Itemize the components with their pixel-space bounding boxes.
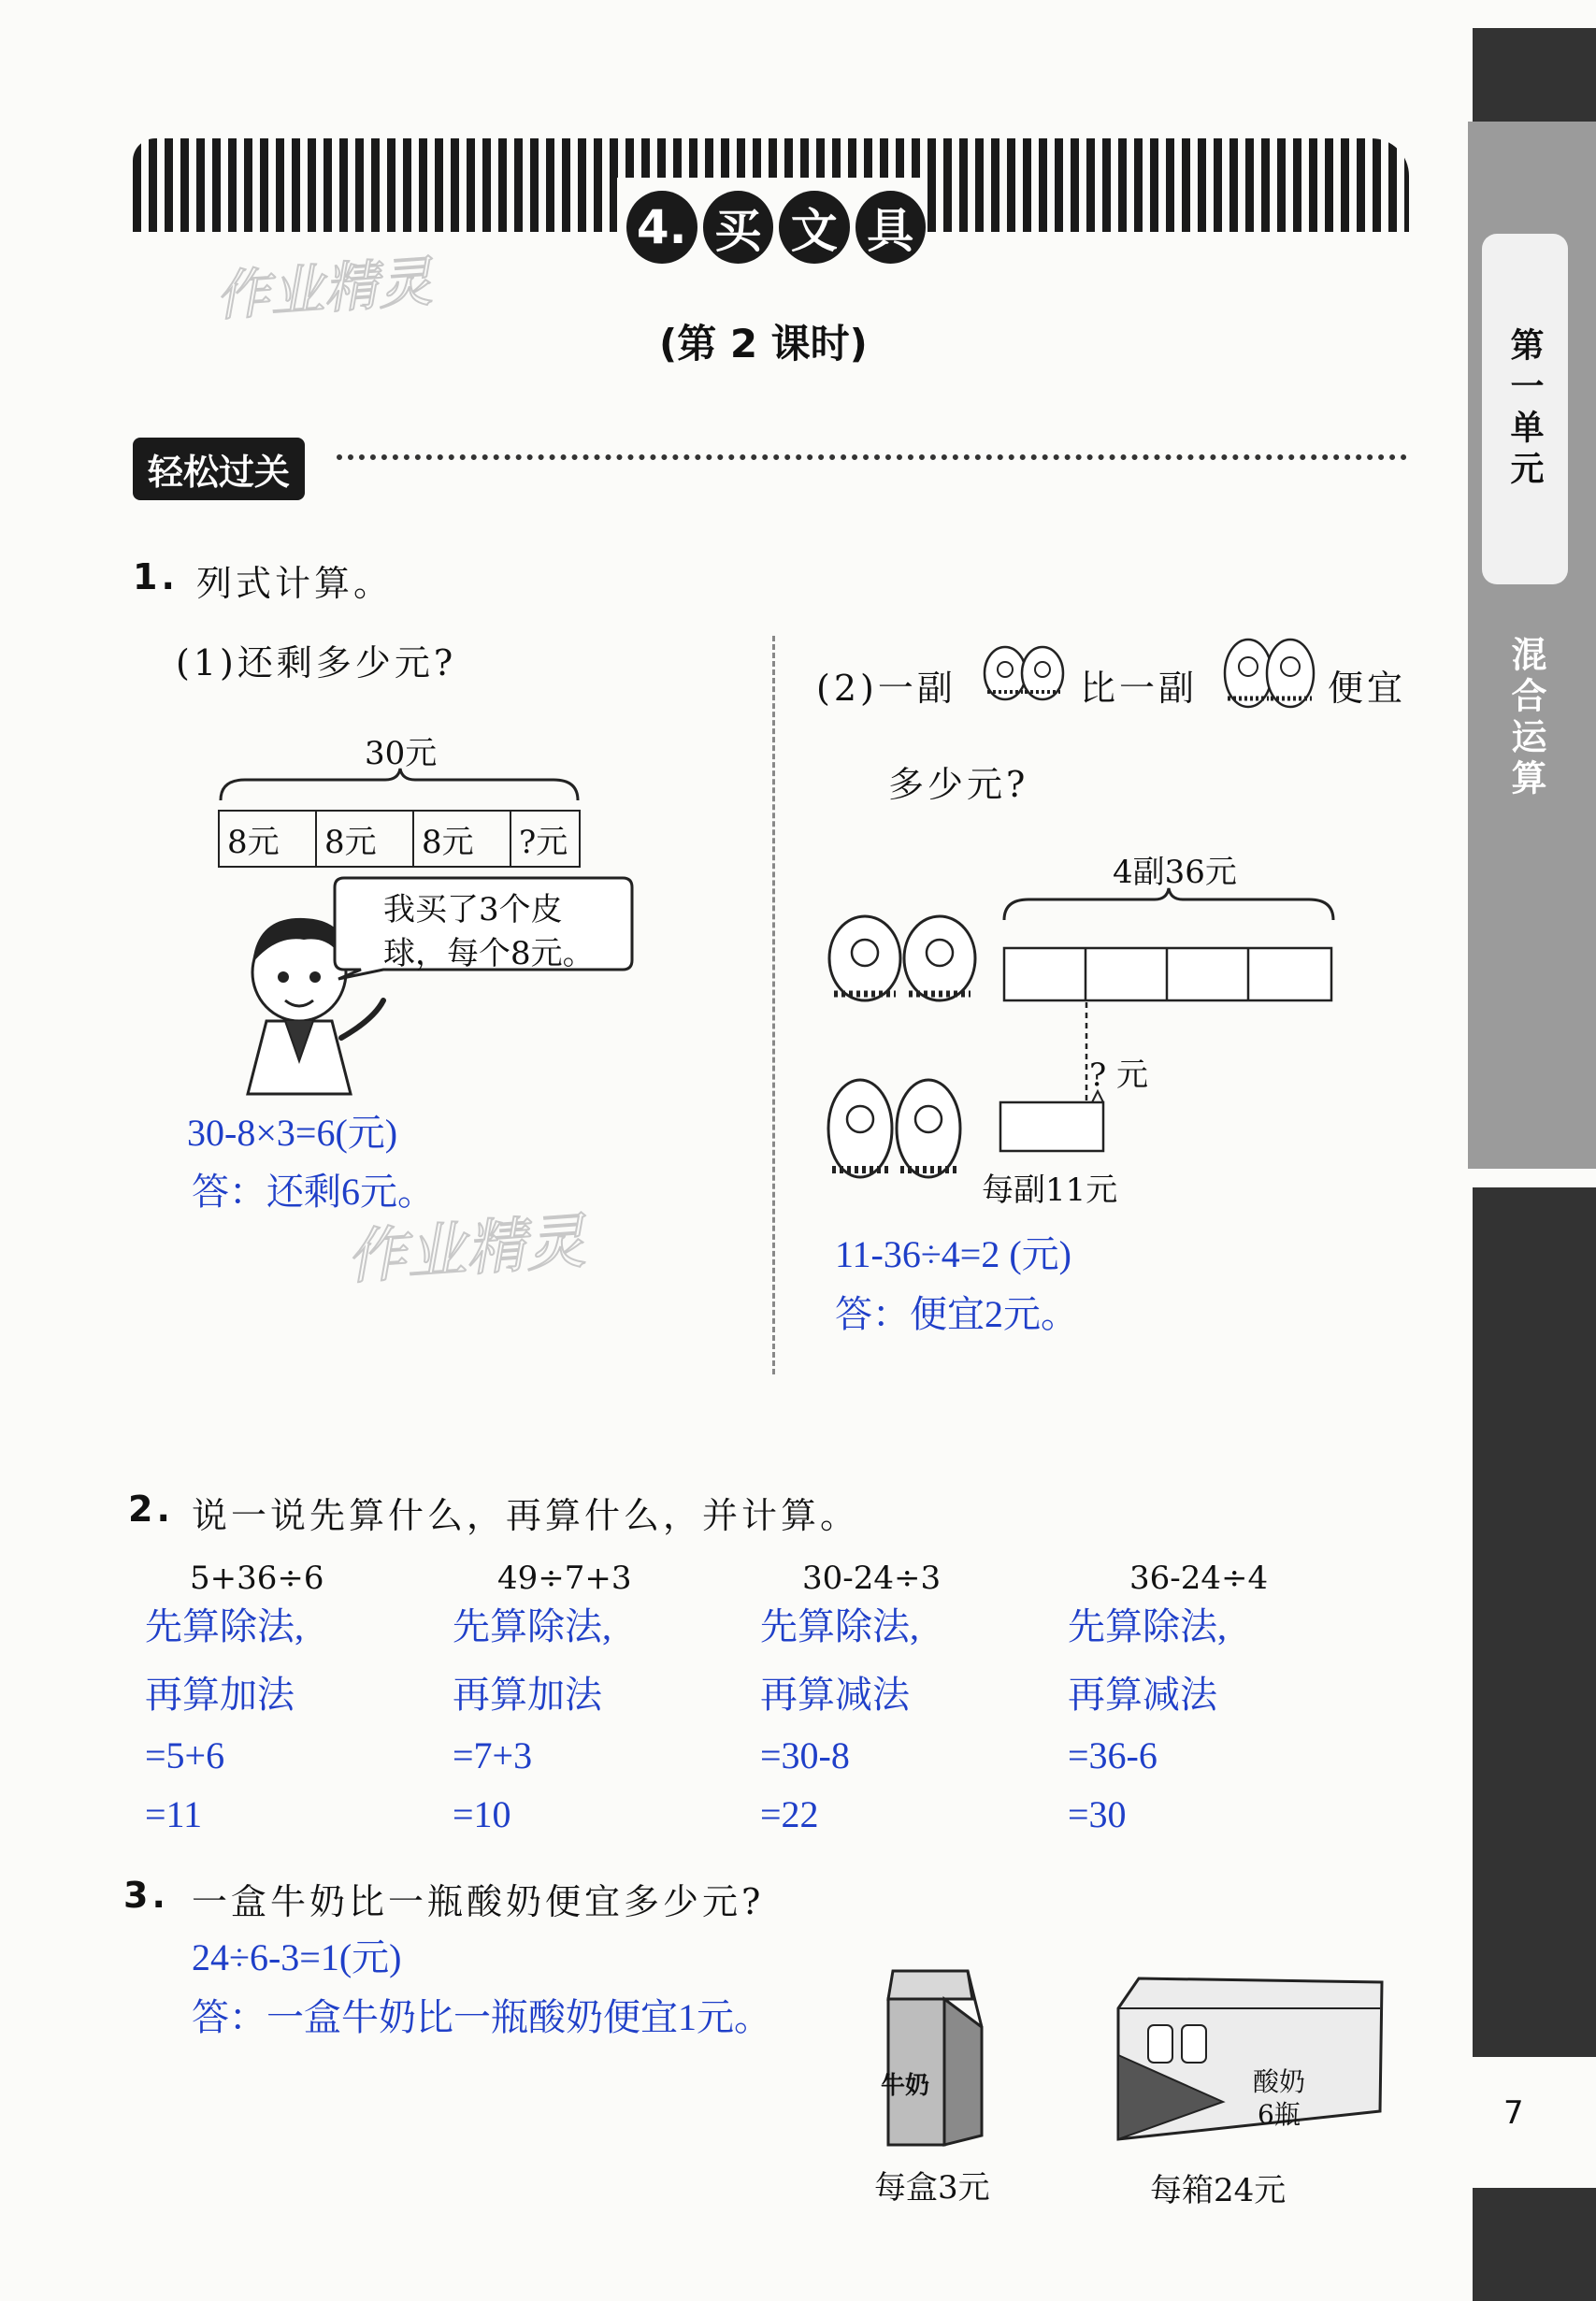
side-tab-unit: 第一单元 (1505, 327, 1544, 492)
q2-number: 2. (128, 1488, 174, 1530)
q2-step-line2: 再算加法 (145, 1674, 295, 1716)
yogurt-box-label-2: 6瓶 (1258, 2099, 1301, 2130)
milk-carton-label: 牛奶 (881, 2072, 930, 2100)
q1-sub1-answer-expr: 30-8×3=6(元) (187, 1112, 398, 1154)
q3-answer-expr: 24÷6-3=1(元) (192, 1936, 402, 1978)
q1-sub2-answer-text: 答：便宜2元。 (835, 1293, 1078, 1335)
q1-sub2-question-c: 便宜 (1328, 668, 1407, 709)
title-char-1: 买 (703, 191, 774, 264)
title-group (617, 178, 926, 280)
q1-sub2-answer-expr: 11-36÷4=2 (元) (835, 1233, 1071, 1275)
q2-result: =30 (1068, 1793, 1127, 1835)
watermark: 作业精灵 (213, 249, 435, 328)
side-tab-topic: 混合运算 (1505, 636, 1546, 800)
q1-sub2-brace (1000, 886, 1337, 924)
title-char-2: 文 (779, 191, 850, 264)
q2-step: =30-8 (760, 1734, 850, 1776)
q1-text: 列式计算。 (196, 563, 394, 604)
q2-step-line1: 先算除法, (145, 1605, 304, 1647)
side-tab-lower (1473, 1187, 1596, 2057)
page-number: 7 (1503, 2094, 1524, 2132)
gloves-illustration-top (823, 912, 991, 1010)
segment: 8元 (219, 811, 316, 867)
q2-item (760, 1560, 1041, 1836)
yogurt-price: 每箱24元 (1150, 2172, 1287, 2209)
q2-step-line1: 先算除法, (1068, 1605, 1227, 1647)
q1-sub2-top-label: 4副36元 (1113, 854, 1237, 891)
q2-expression: 49÷7+3 (497, 1560, 632, 1597)
q1-sub2-unknown: ? 元 (1089, 1057, 1149, 1094)
q1-sub2-short-bar (999, 1089, 1107, 1155)
q2-item (1068, 1560, 1348, 1836)
section-badge: 轻松过关 (133, 438, 305, 500)
milk-carton-illustration (870, 1962, 996, 2149)
q2-item (145, 1560, 425, 1836)
q2-expression: 5+36÷6 (190, 1560, 324, 1597)
q1-sub1-question: (1)还剩多少元? (176, 642, 457, 683)
side-tab-foot (1473, 2188, 1596, 2301)
q2-text: 说一说先算什么，再算什么，并计算。 (192, 1495, 860, 1536)
q2-step-line2: 再算减法 (1068, 1674, 1217, 1716)
q1-sub2-question-d: 多少元? (888, 764, 1029, 805)
side-tab-top (1473, 28, 1596, 122)
q1-sub2-long-bar (1002, 946, 1335, 1004)
gloves-small-icon (980, 643, 1069, 709)
q3-text: 一盒牛奶比一瓶酸奶便宜多少元? (192, 1881, 765, 1922)
q1-sub1-segment-bar (218, 810, 581, 868)
q2-result: =22 (760, 1793, 819, 1835)
yogurt-box-label-1: 酸奶 (1253, 2066, 1306, 2097)
section-divider (337, 454, 1407, 460)
speech-line-2: 球，每个8元。 (383, 935, 595, 972)
q1-sub1-answer-text: 答：还剩6元。 (192, 1171, 435, 1213)
q1-sub2-question-a: (2)一副 (816, 668, 956, 709)
q2-step: =36-6 (1068, 1734, 1157, 1776)
q2-step: =7+3 (453, 1734, 533, 1776)
gloves-illustration-bottom (821, 1071, 971, 1187)
q2-step-line1: 先算除法, (453, 1605, 611, 1647)
q1-sub2-question-b: 比一副 (1080, 668, 1199, 709)
q2-expression: 30-24÷3 (802, 1560, 942, 1597)
milk-price: 每盒3元 (874, 2169, 990, 2207)
segment: ?元 (510, 811, 580, 867)
q1-number: 1. (133, 556, 179, 597)
q2-item (453, 1560, 733, 1836)
segment: 8元 (413, 811, 510, 867)
q2-step-line2: 再算减法 (760, 1674, 910, 1716)
q2-result: =11 (145, 1793, 203, 1835)
title-number: 4. (626, 191, 697, 264)
title-char-3: 具 (856, 191, 927, 264)
watermark: 作业精灵 (344, 1207, 588, 1293)
q3-number: 3. (123, 1875, 169, 1916)
column-divider (772, 636, 775, 1374)
q2-expression: 36-24÷4 (1129, 1560, 1269, 1597)
q3-answer-text: 答：一盒牛奶比一瓶酸奶便宜1元。 (192, 1996, 771, 2038)
speech-line-1: 我买了3个皮 (383, 891, 563, 928)
yogurt-box-illustration (1111, 1971, 1391, 2144)
q2-step-line2: 再算加法 (453, 1674, 602, 1716)
gloves-large-icon (1220, 631, 1318, 715)
q1-sub1-brace (217, 767, 582, 804)
q2-step: =5+6 (145, 1734, 225, 1776)
q1-sub2-bottom-label: 每副11元 (982, 1172, 1118, 1209)
page-subtitle: (第 2 课时) (659, 321, 868, 367)
q2-result: =10 (453, 1793, 511, 1835)
q2-step-line1: 先算除法, (760, 1605, 919, 1647)
segment: 8元 (316, 811, 413, 867)
q1-sub1-total: 30元 (365, 735, 438, 772)
